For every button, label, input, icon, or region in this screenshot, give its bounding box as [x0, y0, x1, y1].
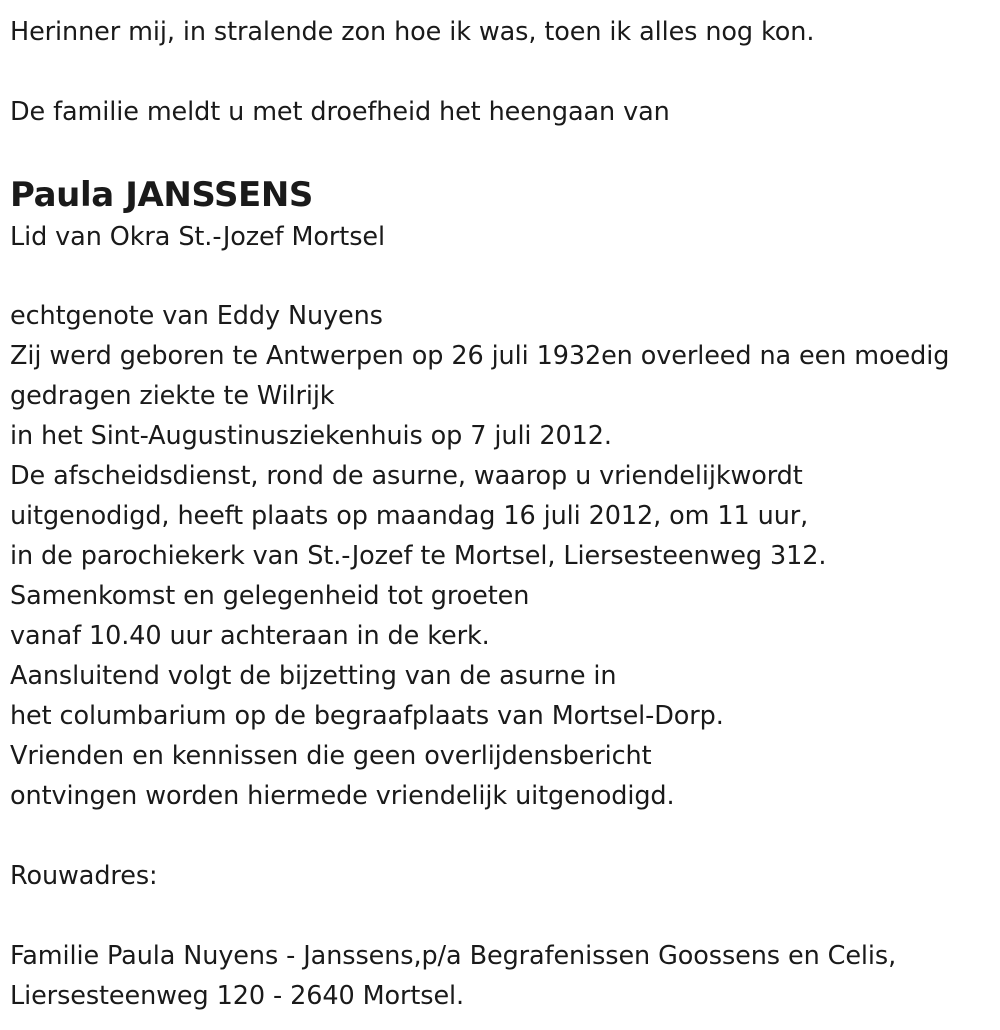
body-line-8: vanaf 10.40 uur achteraan in de kerk. — [10, 621, 490, 651]
spacer-before-mourning-address — [10, 816, 992, 856]
body-line-7: Samenkomst en gelegenheid tot groeten — [10, 581, 530, 611]
opening-quote: Herinner mij, in stralende zon hoe ik was, toen ik alles nog kon. — [10, 17, 815, 47]
body-line-10: het columbarium op de begraafplaats van Mortsel-Dorp. — [10, 701, 724, 731]
announcement-text: De familie meldt u met droefheid het heengaan van — [10, 97, 670, 127]
body-line-12: ontvingen worden hiermede vriendelijk uitgenodigd. — [10, 781, 675, 811]
spacer-after-quote — [10, 52, 992, 92]
body-line-0: echtgenote van Eddy Nuyens — [10, 301, 383, 331]
spacer-after-announcement — [10, 132, 992, 172]
body-line-9: Aansluitend volgt de bijzetting van de asurne in — [10, 661, 617, 691]
spacer-before-body — [10, 256, 992, 296]
mourning-address-line-0: Familie Paula Nuyens - Janssens,p/a Begrafenissen Goossens en Celis, — [10, 941, 897, 971]
body-line-4: De afscheidsdienst, rond de asurne, waarop u vriendelijkwordt — [10, 461, 803, 491]
body-line-6: in de parochiekerk van St.-Jozef te Mortsel, Liersesteenweg 312. — [10, 541, 827, 571]
body-line-5: uitgenodigd, heeft plaats op maandag 16 juli 2012, om 11 uur, — [10, 501, 809, 531]
mourning-address-line-1: Liersesteenweg 120 - 2640 Mortsel. — [10, 981, 465, 1011]
body-line-1: Zij werd geboren te Antwerpen op 26 juli 1932en overleed na een moedig — [10, 341, 950, 371]
mourning-address-label: Rouwadres: — [10, 861, 158, 891]
membership-text: Lid van Okra St.-Jozef Mortsel — [10, 222, 385, 252]
spacer-after-mourning-label — [10, 896, 992, 936]
body-line-11: Vrienden en kennissen die geen overlijdensbericht — [10, 741, 652, 771]
body-line-2: gedragen ziekte te Wilrijk — [10, 381, 335, 411]
body-line-3: in het Sint-Augustinusziekenhuis op 7 juli 2012. — [10, 421, 612, 451]
deceased-name: Paula JANSSENS — [10, 175, 314, 215]
